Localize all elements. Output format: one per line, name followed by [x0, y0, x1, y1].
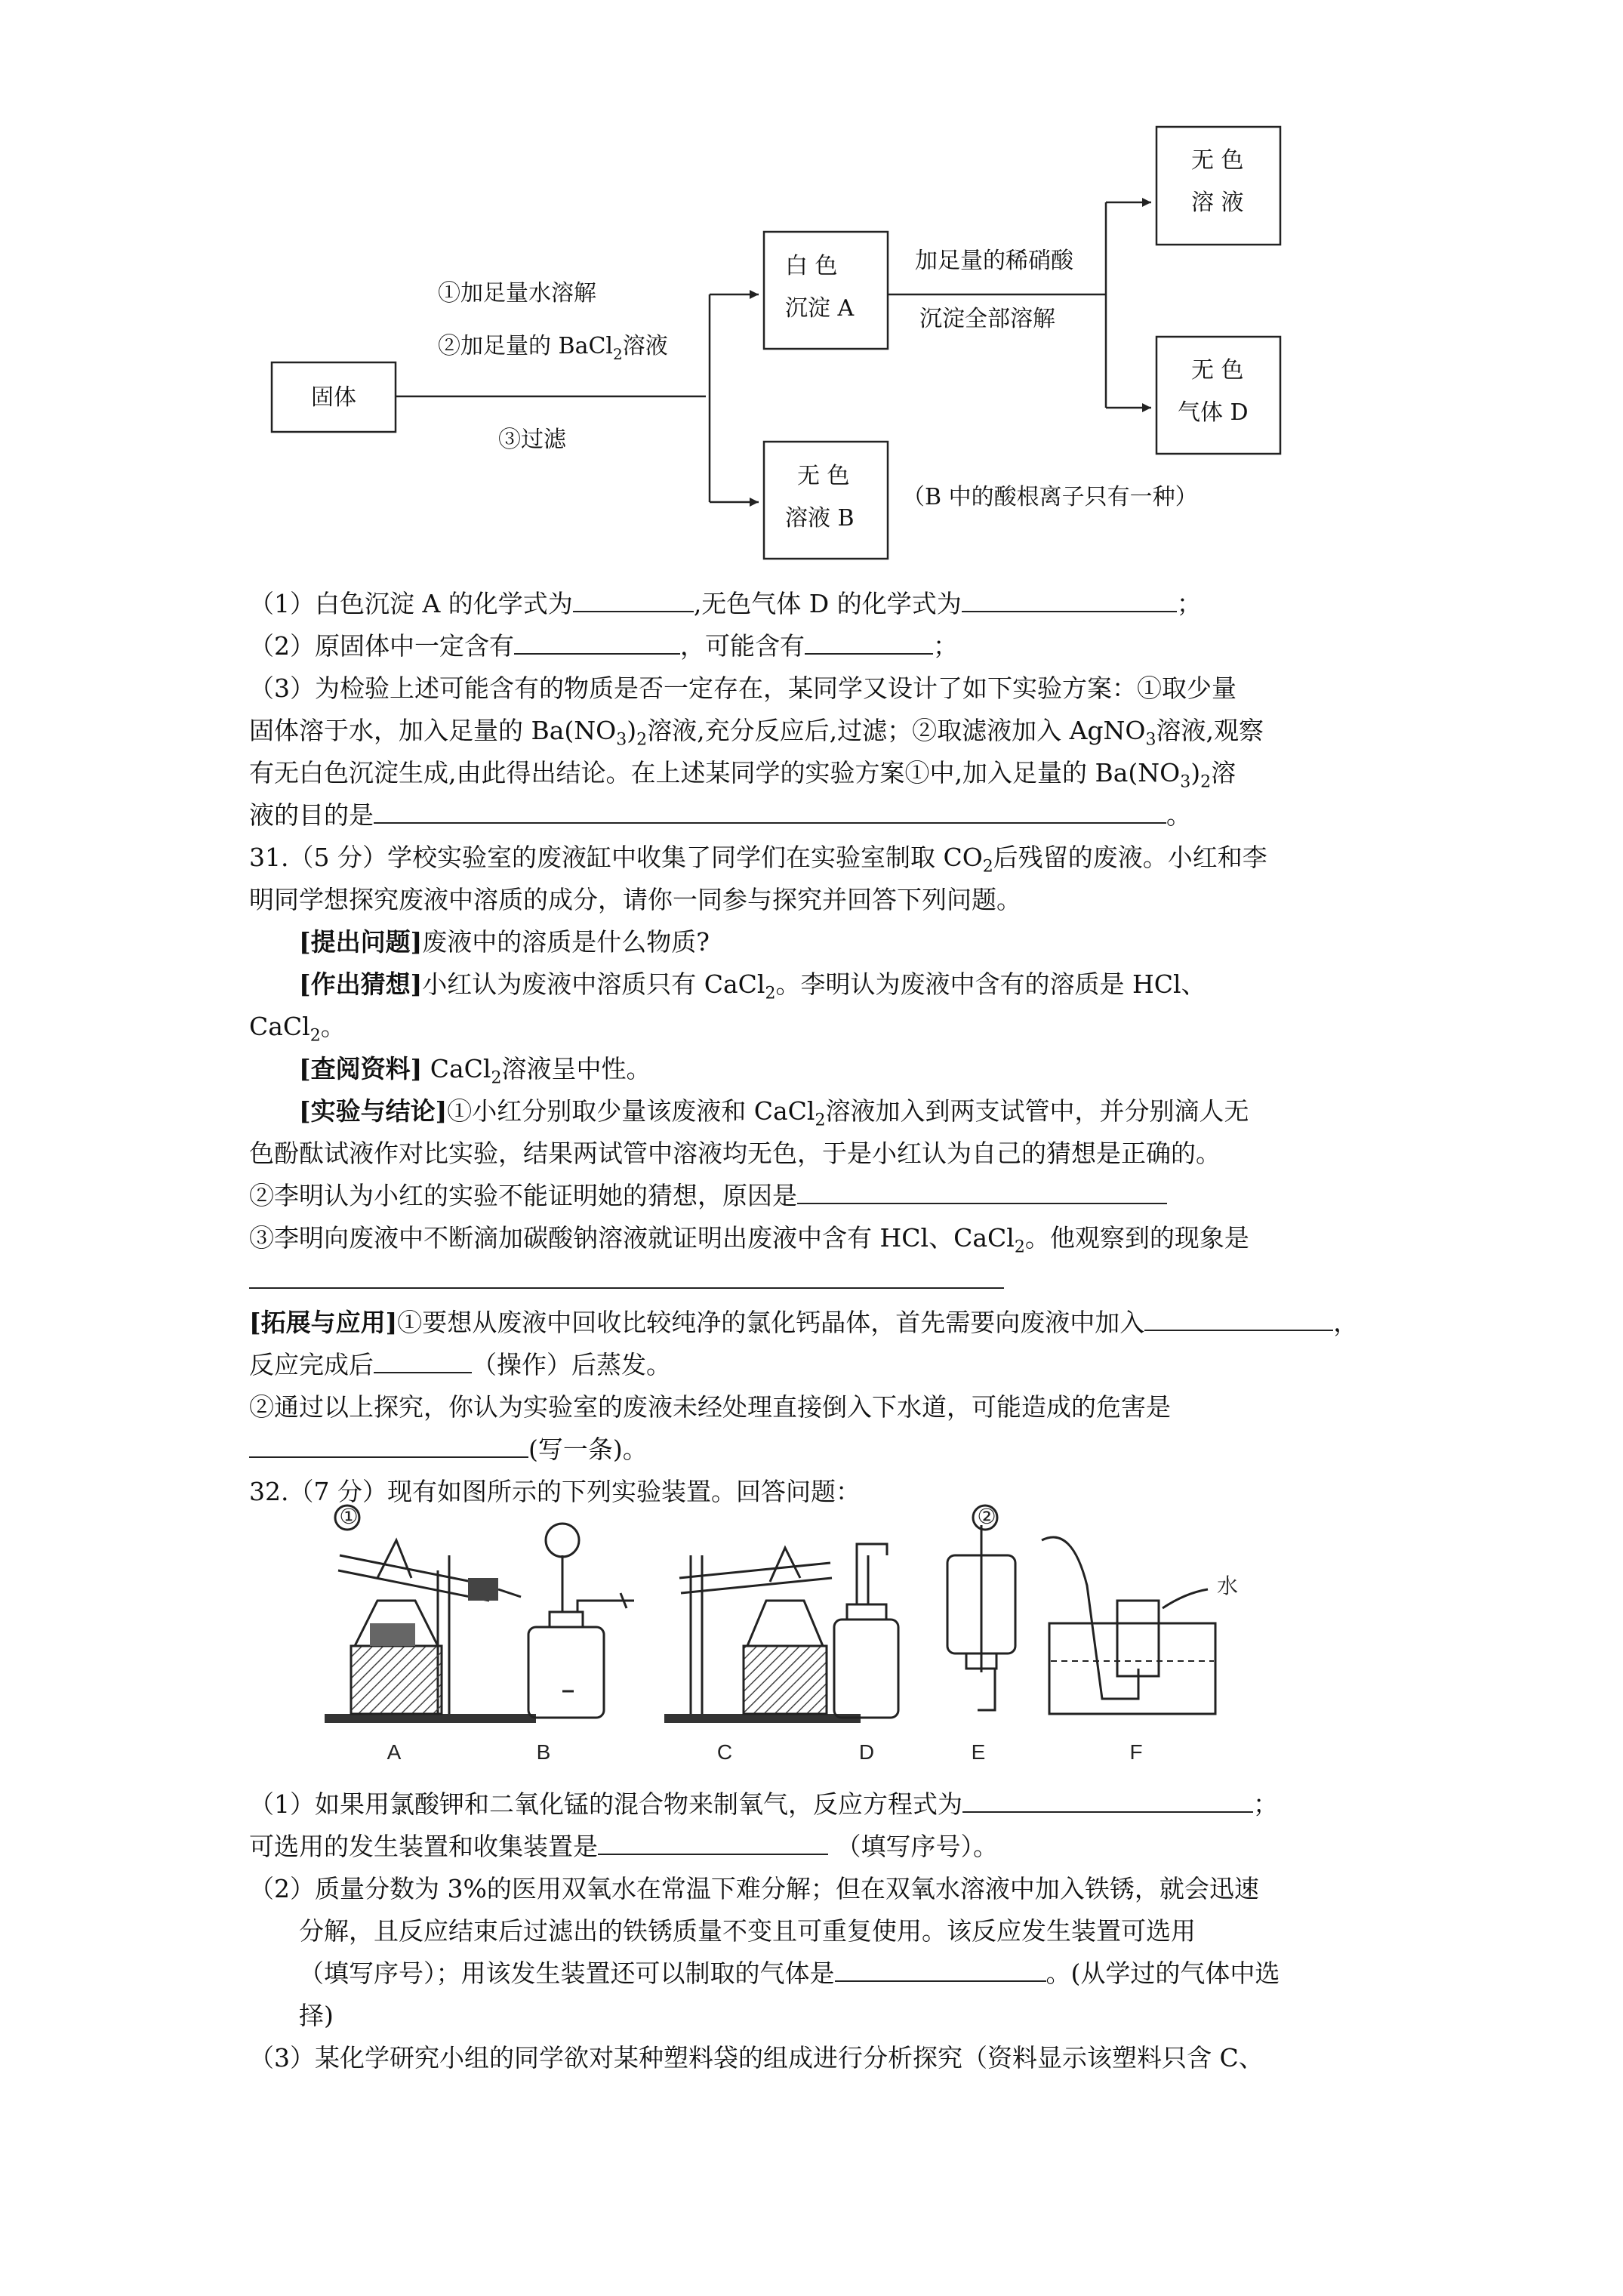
mark-1: ①	[339, 1505, 359, 1528]
q31-extension-2-answer: (写一条)。	[249, 1428, 1427, 1471]
acid-step-line2: 沉淀全部溶解	[919, 306, 1055, 332]
precipitate-a-line1: 白 色	[785, 253, 838, 279]
q32-part2-line3: （填写序号）；用该发生装置还可以制取的气体是 。(从学过的气体中选	[299, 1959, 1280, 1988]
colorless-solution-line1: 无 色	[1191, 147, 1244, 174]
step1-label: ①加足量水溶解	[438, 280, 596, 307]
step3-label: ③过滤	[498, 427, 566, 453]
answer-blank[interactable]	[835, 1958, 1046, 1982]
q30-part2: （2）原固体中一定含有 ，可能含有 ；	[249, 631, 958, 661]
apparatus-label-f: F	[1129, 1740, 1143, 1764]
solution-b-note: （B 中的酸根离子只有一种）	[902, 484, 1198, 510]
q32-part2-line2: 分解，且反应结束后过滤出的铁锈质量不变且可重复使用。该反应发生装置可选用	[299, 1916, 1196, 1946]
q31-experiment-2: ②李明认为小红的实验不能证明她的猜想，原因是	[249, 1175, 1427, 1217]
q32-part1: （1）如果用氯酸钾和二氧化锰的混合物来制氧气，反应方程式为 ；	[249, 1789, 1278, 1819]
water-label: 水	[1217, 1574, 1239, 1598]
q32-part2-line1: （2）质量分数为 3%的医用双氧水在常温下难分解；但在双氧水溶液中加入铁锈，就会迅速	[249, 1874, 1259, 1903]
q31-hypothesis: [作出猜想]小红认为废液中溶质只有 CaCl$_2$。李明认为废液中含有的溶质是 HCl、	[299, 969, 1206, 1003]
apparatus-label-a: A	[387, 1740, 402, 1764]
q32-part3: （3）某化学研究小组的同学欲对某种塑料袋的组成进行分析探究（资料显示该塑料只含 C、	[249, 2043, 1264, 2073]
q31-experiment-line2: 色酚酞试液作对比实验，结果两试管中溶液均无色，于是小红认为自己的猜想是正确的。	[249, 1139, 1221, 1168]
answer-blank[interactable]	[962, 1789, 1253, 1813]
solution-b-line2: 溶液 B	[785, 505, 855, 532]
question-32-parts	[249, 1783, 1427, 2079]
gas-d-line1: 无 色	[1191, 357, 1244, 384]
q30-part3-line4: 液的目的是 。	[249, 800, 1191, 830]
q31-intro-line2: 明同学想探究废液中溶质的成分，请你一同参与探究并回答下列问题。	[249, 885, 1021, 914]
apparatus-a	[325, 1505, 536, 1723]
acid-step-line1: 加足量的稀硝酸	[915, 248, 1073, 274]
q30-part3-line2: 固体溶于水，加入足量的 $Ba(NO_3)_2$溶液,充分反应后,过滤；②取滤液加入 AgNO$_3$溶液,观察	[249, 716, 1264, 750]
apparatus-label-c: C	[716, 1740, 733, 1764]
apparatus-d	[834, 1544, 898, 1718]
apparatus-f	[1042, 1537, 1215, 1714]
q31-extension-2: ②通过以上探究，你认为实验室的废液未经处理直接倒入下水道，可能造成的危害是	[249, 1392, 1171, 1422]
solution-b-line1: 无 色	[797, 463, 850, 489]
q31-intro-line1: 31.（5 分）学校实验室的废液缸中收集了同学们在实验室制取 $CO_2$后残留的废液。小红和李	[249, 843, 1267, 877]
q32-intro: 32.（7 分）现有如图所示的下列实验装置。回答问题：	[249, 1477, 861, 1506]
apparatus-label-e: E	[971, 1740, 986, 1764]
colorless-solution-line2: 溶 液	[1191, 190, 1244, 216]
apparatus-c	[664, 1548, 861, 1723]
gas-d-line2: 气体 D	[1178, 399, 1249, 426]
q31-experiment: [实验与结论]①小红分别取少量该废液和 CaCl$_2$溶液加入到两支试管中，并分别滴人无	[299, 1096, 1249, 1130]
q31-experiment-3: ③李明向废液中不断滴加碳酸钠溶液就证明出废液中含有 HCl、CaCl$_2$。他观察到的现象是	[249, 1223, 1249, 1257]
solid-label: 固体	[311, 384, 356, 411]
apparatus-e	[947, 1505, 1015, 1710]
q31-question: [提出问题]废液中的溶质是什么物质?	[299, 927, 710, 957]
answer-blank[interactable]	[598, 1831, 828, 1855]
q32-part1-line2: 可选用的发生装置和收集装置是 （填写序号）。	[249, 1832, 998, 1861]
q31-extension-line2: 反应完成后 （操作）后蒸发。	[249, 1350, 671, 1379]
mark-2: ②	[977, 1505, 996, 1528]
precipitate-a-line2: 沉淀 A	[785, 295, 855, 322]
q30-part1: （1）白色沉淀 A 的化学式为 ,无色气体 D 的化学式为 ；	[249, 589, 1202, 618]
step2-label: ②加足量的 BaCl$_2$溶液	[438, 333, 668, 363]
apparatus-b	[528, 1524, 634, 1718]
q31-info: [查阅资料] CaCl$_2$溶液呈中性。	[299, 1054, 651, 1088]
q31-hypothesis-cont: CaCl$_2$。	[249, 1012, 346, 1046]
q32-part2-line4: 择)	[299, 2001, 334, 2030]
q30-part3-line1: （3）为检验上述可能含有的物质是否一定存在，某同学又设计了如下实验方案：①取少量	[249, 673, 1236, 703]
apparatus-label-b: B	[536, 1740, 551, 1764]
apparatus-label-d: D	[858, 1740, 875, 1764]
q31-extension: [拓展与应用]①要想从废液中回收比较纯净的氯化钙晶体，首先需要向废液中加入 ，	[249, 1308, 1359, 1337]
q30-part3-line3: 有无白色沉淀生成,由此得出结论。在上述某同学的实验方案①中,加入足量的 $Ba(NO_3)_2$溶	[249, 758, 1236, 792]
